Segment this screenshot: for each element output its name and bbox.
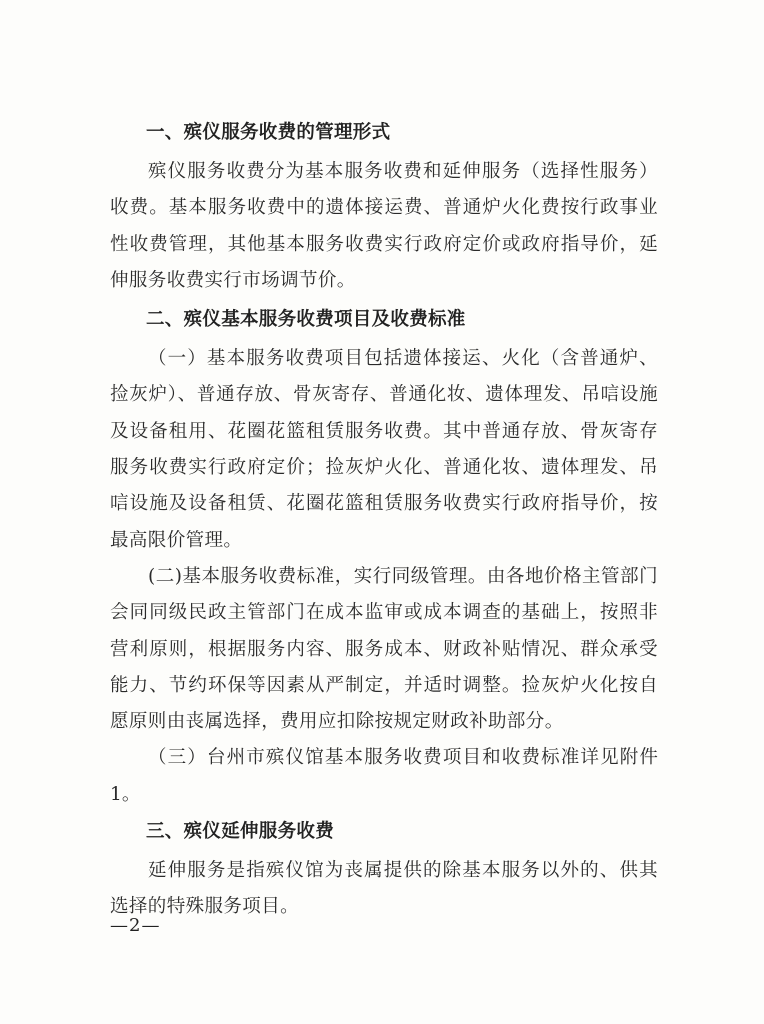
section-heading-1: 一、殡仪服务收费的管理形式 [146, 122, 391, 143]
page-number: —2— [110, 915, 161, 936]
section-2-paragraph-1: （一）基本服务收费项目包括遗体接运、火化（含普通炉、捡灰炉）、普通存放、骨灰寄存、普通化妆、遗体理发、吊唁设施及设备租用、花圈花篮租赁服务收费。其中普通存放、骨灰寄存服务收费实行政府定价；捡灰炉火化、普通化妆、遗体理发、吊唁设施及设备租赁、花圈花篮租赁服务收费实行政府指导价，按最高限价管理。 [110, 348, 658, 551]
section-3-paragraph-1: 延伸服务是指殡仪馆为丧属提供的除基本服务以外的、供其选择的特殊服务项目。 [110, 860, 658, 918]
section-2-paragraph-3: （三）台州市殡仪馆基本服务收费项目和收费标准详见附件1。 [110, 747, 658, 805]
section-heading-3: 三、殡仪延伸服务收费 [146, 821, 335, 843]
section-2-paragraph-2: (二)基本服务收费标准，实行同级管理。由各地价格主管部门会同同级民政主管部门在成本监审或成本调查的基础上，按照非营利原则，根据服务内容、服务成本、财政补贴情况、群众承受能力、节约环保等因素从严制定，并适时调整。捡灰炉火化按自愿原则由丧属选择，费用应扣除按规定财政补助部分。 [110, 565, 658, 733]
section-1-paragraph-1: 殡仪服务收费分为基本服务收费和延伸服务（选择性服务）收费。基本服务收费中的遗体接运费、普通炉火化费按行政事业性收费管理，其他基本服务收费实行政府定价或政府指导价，延伸服务收费实行市场调节价。 [110, 161, 658, 291]
section-heading-2: 二、殡仪基本服务收费项目及收费标准 [146, 309, 466, 331]
document-body [110, 118, 658, 926]
